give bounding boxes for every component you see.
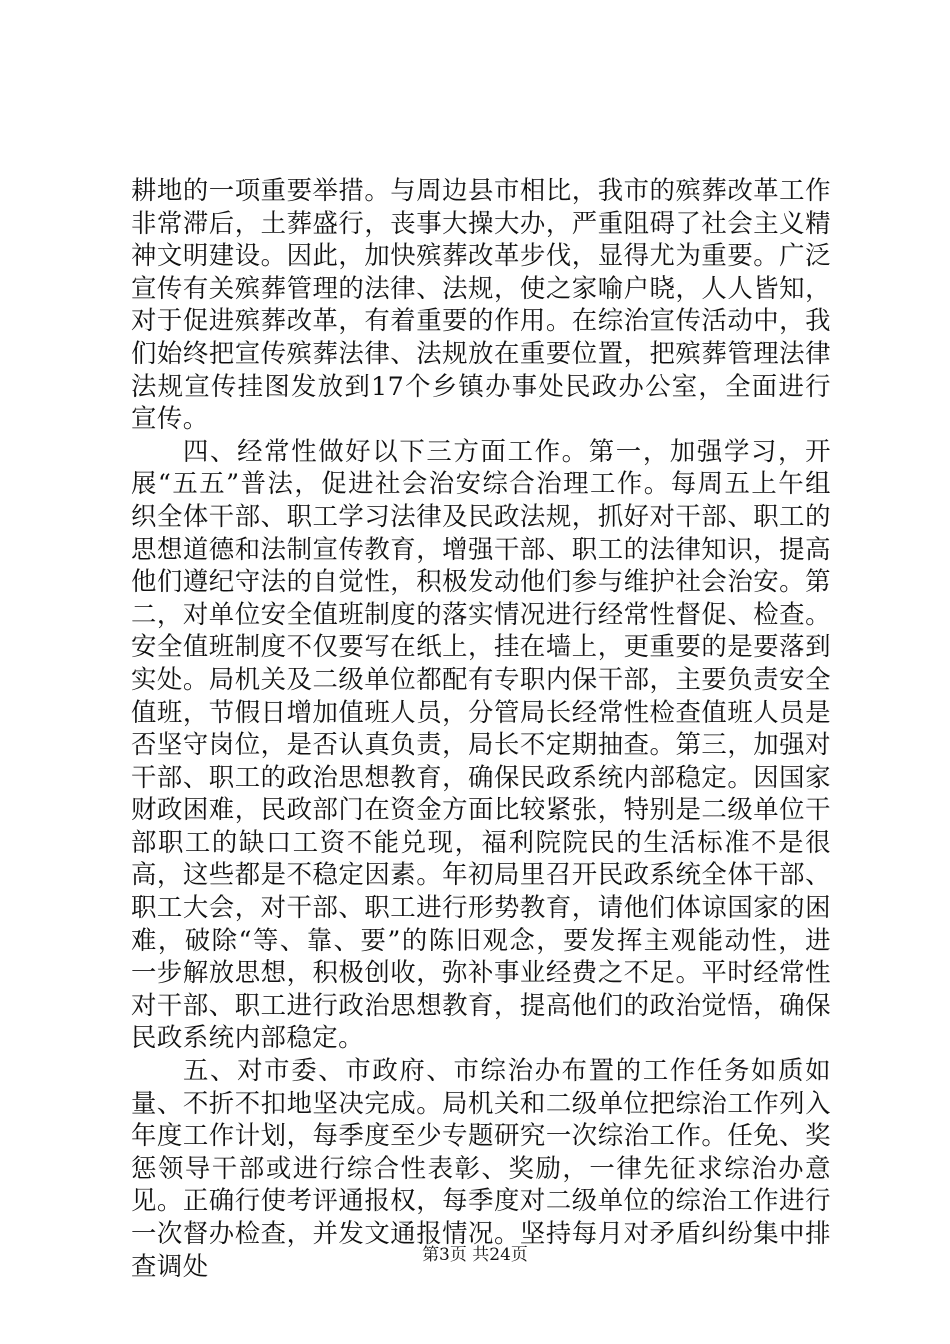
paragraph-1: 耕地的一项重要举措。与周边县市相比，我市的殡葬改革工作非常滞后，土葬盛行，丧事大操大办，严重阻碍了社会主义精神文明建设。因此，加快殡葬改革步伐，显得尤为重要。广泛宣传有关殡葬管理的法律、法规，使之家喻户晓，人人皆知，对于促进殡葬改革，有着重要的作用。在综治宣传活动中，我们始终把宣传殡葬法律、法规放在重要位置，把殡葬管理法律法规宣传挂图发放到17个乡镇办事处民政办公室，全面进行宣传。 bbox=[131, 175, 831, 434]
page-number-footer: 第3页 共24页 bbox=[422, 1245, 528, 1265]
document-body bbox=[131, 174, 831, 1282]
paragraph-2: 四、经常性做好以下三方面工作。第一，加强学习，开展“五五”普法，促进社会治安综合治理工作。每周五上午组织全体干部、职工学习法律及民政法规，抓好对干部、职工的思想道德和法制宣传教育，增强干部、职工的法律知识，提高他们遵纪守法的自觉性，积极发动他们参与维护社会治安。第二，对单位安全值班制度的落实情况进行经常性督促、检查。安全值班制度不仅要写在纸上，挂在墙上，更重要的是要落到实处。局机关及二级单位都配有专职内保干部，主要负责安全值班，节假日增加值班人员，分管局长经常性检查值班人员是否坚守岗位，是否认真负责，局长不定期抽查。第三，加强对干部、职工的政治思想教育，确保民政系统内部稳定。因国家财政困难，民政部门在资金方面比较紧张，特别是二级单位干部职工的缺口工资不能兑现，福利院院民的生活标准不是很高，这些都是不稳定因素。年初局里召开民政系统全体干部、职工大会，对干部、职工进行形势教育，请他们体谅国家的困难，破除“等、靠、要”的陈旧观念，要发挥主观能动性，进一步解放思想，积极创收，弥补事业经费之不足。平时经常性对干部、职工进行政治思想教育，提高他们的政治觉悟，确保民政系统内部稳定。 bbox=[131, 435, 831, 1053]
paragraph-3: 五、对市委、市政府、市综治办布置的工作任务如质如量、不折不扣地坚决完成。局机关和二级单位把综治工作列入年度工作计划，每季度至少专题研究一次综治工作。任免、奖惩领导干部或进行综合性表彰、奖励，一律先征求综治办意见。正确行使考评通报权，每季度对二级单位的综治工作进行一次督办检查，并发文通报情况。坚持每月对矛盾纠纷集中排查调处 bbox=[131, 1055, 831, 1281]
